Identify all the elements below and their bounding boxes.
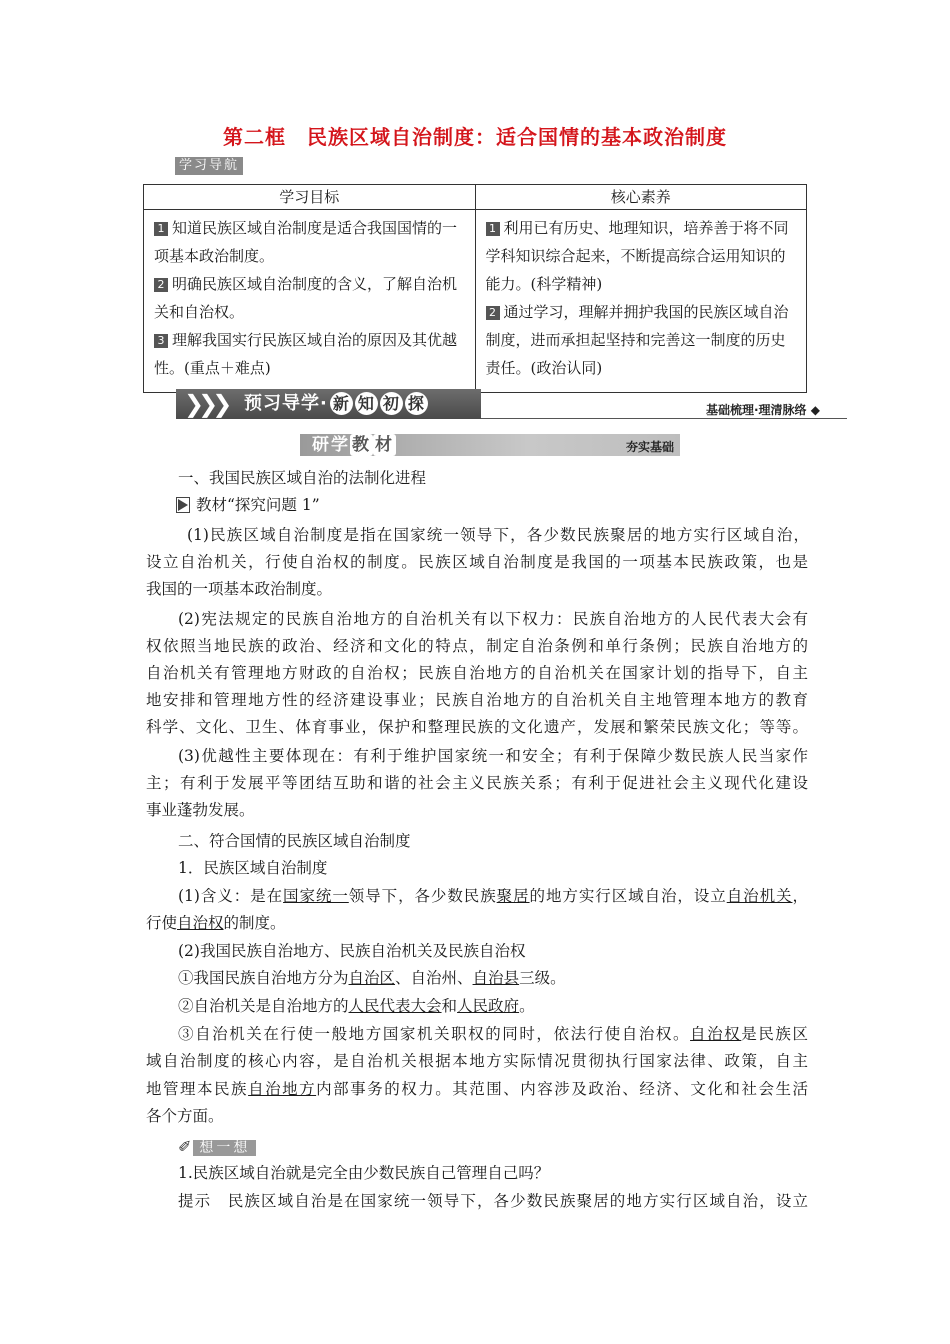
list-item: ②自治机关是自治地方的人民代表大会和人民政府。: [178, 997, 535, 1015]
header-learning-goals: 学习目标: [144, 185, 476, 210]
number-badge: 1: [486, 222, 500, 236]
section-heading: 一、我国民族区域自治的法制化进程: [178, 469, 427, 487]
paragraph-line: 地管理本民族自治地方内部事务的权力。其范围、内容涉及政治、经济、文化和社会生活: [146, 1080, 808, 1098]
literacy-item: 2 通过学习，理解并拥护我国的民族区域自治制度，进而承担起坚持和完善这一制度的历史责任。(政治认同): [485, 303, 789, 377]
paragraph-line: 域自治制度的核心内容，是自治机关根据本地方实际情况贯彻执行国家法律、政策，自主: [146, 1052, 808, 1070]
definition-line: 行使自治权的制度。: [146, 914, 286, 932]
number-badge: 2: [486, 306, 500, 320]
number-badge: 1: [154, 222, 168, 236]
paragraph-line: (1)民族区域自治制度是指在国家统一领导下，各少数民族聚居的地方实行区域自治，: [187, 526, 809, 544]
paragraph-line: 我国的一项基本政治制度。: [146, 580, 333, 598]
paragraph-line: 权依照当地民族的政治、经济和文化的特点，制定自治条例和单行条例；民族自治地方的: [146, 637, 808, 655]
study-textbook-banner: 研学 教 材 夯实基础: [300, 434, 680, 456]
subsection-heading: 1．民族区域自治制度: [178, 859, 328, 877]
think-label: ✐ 想一想: [178, 1137, 256, 1155]
study-guide-tag: 学习导航: [175, 157, 243, 175]
paragraph-line: 科学、文化、卫生、体育事业，保护和整理民族的文化遗产，发展和繁荣民族文化；等等。: [146, 718, 808, 736]
definition-line: (1)含义：是在国家统一领导下，各少数民族聚居的地方实行区域自治，设立自治机关，: [178, 887, 808, 905]
banner-subtitle: 基础梳理·理清脉络 ◆: [706, 403, 820, 417]
core-literacy-cell: [475, 210, 807, 393]
page-title: 第二框 民族区域自治制度：适合国情的基本政治制度: [223, 125, 727, 149]
goal-item: 2 明确民族区域自治制度的含义，了解自治机关和自治权。: [154, 275, 458, 321]
play-triangle-icon: [178, 499, 188, 511]
list-item: ①我国民族自治地方分为自治区、自治州、自治县三级。: [178, 969, 566, 987]
list-item: ③自治机关在行使一般地方国家机关职权的同时，依法行使自治权。自治权是民族区: [178, 1025, 808, 1043]
goal-item: 1 知道民族区域自治制度是适合我国国情的一项基本政治制度。: [154, 219, 458, 265]
subsection-heading: (2)我国民族自治地方、民族自治机关及民族自治权: [178, 942, 526, 960]
question: 1.民族区域自治就是完全由少数民族自己管理自己吗？: [178, 1164, 550, 1182]
banner-rule: [481, 418, 847, 419]
goals-table: [143, 184, 807, 393]
header-core-literacy: 核心素养: [475, 185, 807, 210]
section-heading: 二、符合国情的民族区域自治制度: [178, 832, 411, 850]
goal-item: 3 理解我国实行民族区域自治的原因及其优越性。(重点＋难点): [154, 331, 458, 377]
textbook-reference: 教材“探究问题 1”: [178, 495, 320, 515]
paragraph-line: 自治机关有管理地方财政的自治权；民族自治地方的自治机关在国家计划的指导下，自主: [146, 664, 808, 682]
quill-icon: ✐: [178, 1137, 192, 1156]
number-badge: 3: [154, 334, 168, 348]
hint-line: 提示 民族区域自治是在国家统一领导下，各少数民族聚居的地方实行区域自治，设立: [178, 1192, 808, 1210]
paragraph-line: 设立自治机关，行使自治权的制度。民族区域自治制度是我国的一项基本民族政策，也是: [146, 553, 808, 571]
preview-banner: ❯❯❯ 预习导学· 新 知 初 探: [176, 389, 481, 419]
paragraph-line: (3)优越性主要体现在：有利于维护国家统一和安全；有利于保障少数民族人民当家作: [178, 747, 808, 765]
double-chevron-icon: ❯❯❯: [184, 390, 227, 418]
learning-goals-cell: [144, 210, 476, 393]
number-badge: 2: [154, 278, 168, 292]
paragraph-line: (2)宪法规定的民族自治地方的自治机关有以下权力：民族自治地方的人民代表大会有: [178, 610, 808, 628]
paragraph-line: 事业蓬勃发展。: [146, 801, 255, 819]
paragraph-line: 各个方面。: [146, 1107, 224, 1125]
paragraph-line: 主；有利于发展平等团结互助和谐的社会主义民族关系；有利于促进社会主义现代化建设: [146, 774, 808, 792]
literacy-item: 1 利用已有历史、地理知识，培养善于将不同学科知识综合起来，不断提高综合运用知识的能力。(科学精神): [485, 219, 789, 293]
paragraph-line: 地安排和管理地方性的经济建设事业；民族自治地方的自治机关自主地管理本地方的教育: [146, 691, 808, 709]
